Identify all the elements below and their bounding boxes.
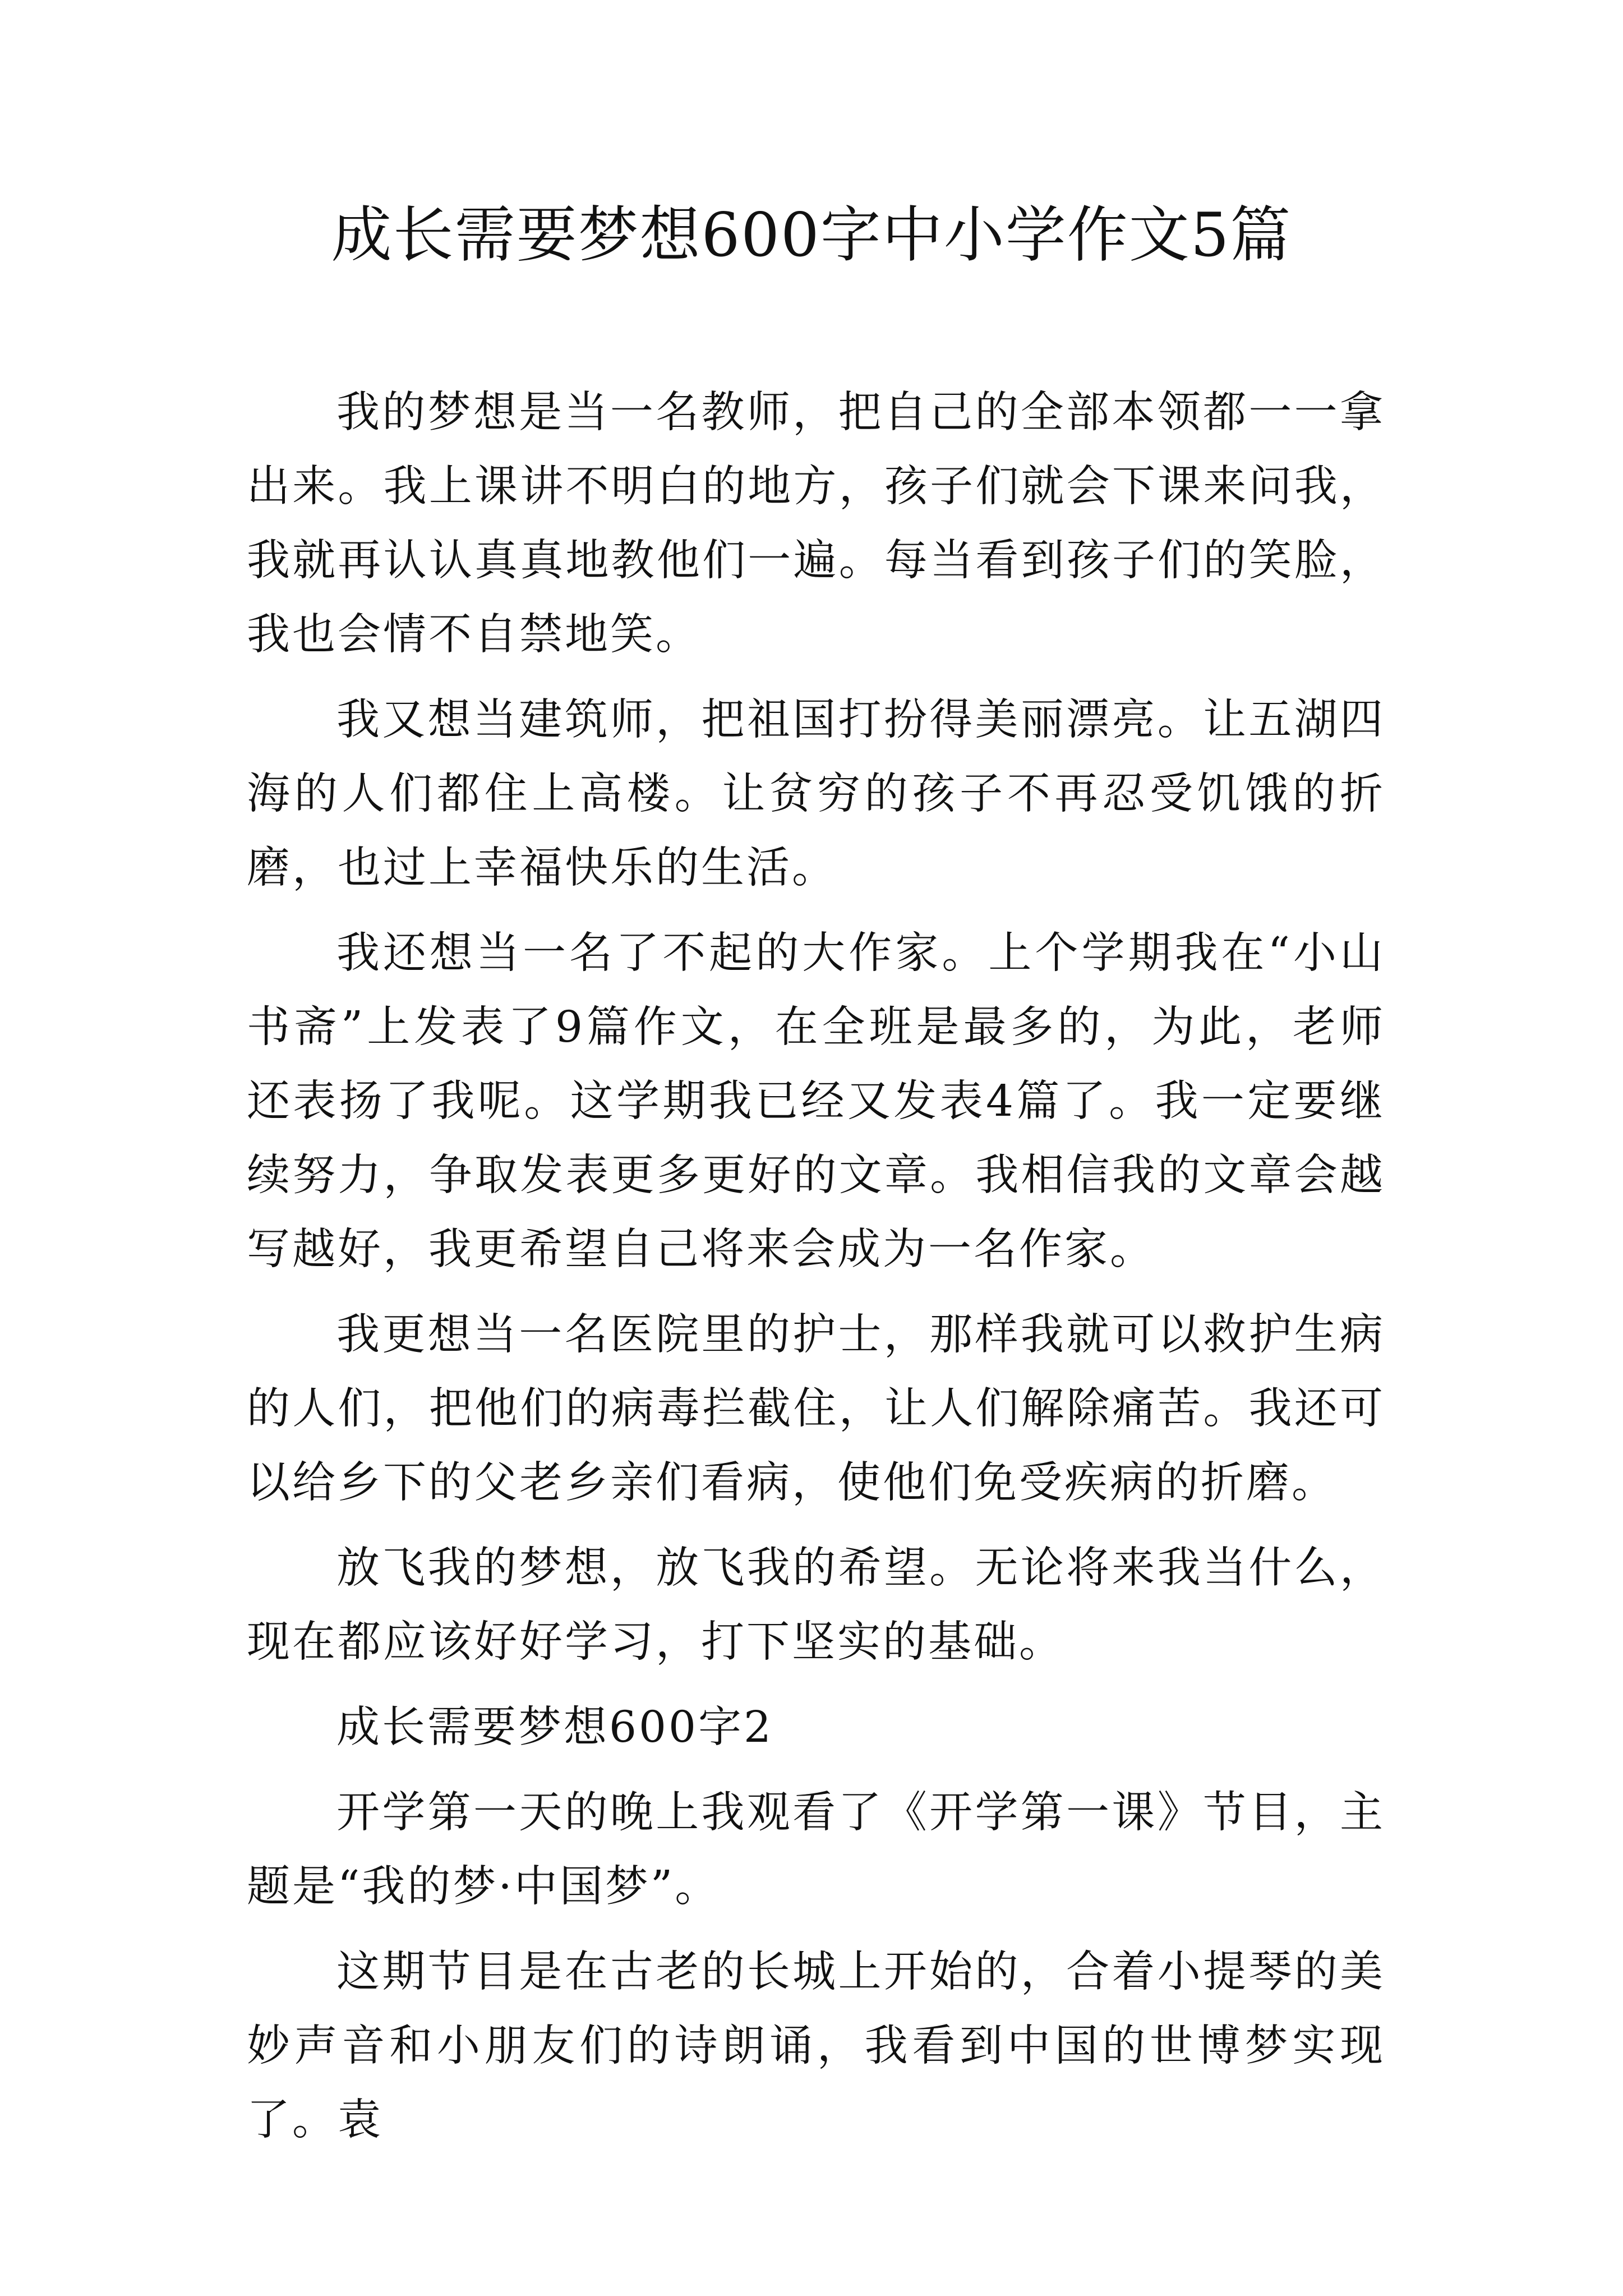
paragraph: 这期节目是在古老的长城上开始的，合着小提琴的美妙声音和小朋友们的诗朗诵，我看到中国的世博梦实现了。袁 — [247, 1947, 1385, 2145]
section-heading: 成长需要梦想600字2 — [336, 1703, 773, 1752]
paragraph: 我更想当一名医院里的护士，那样我就可以救护生病的人们，把他们的病毒拦截住，让人们解除痛苦。我还可以给乡下的父老乡亲们看病，使他们免受疾病的折磨。 — [247, 1310, 1385, 1508]
paragraph: 开学第一天的晚上我观看了《开学第一课》节目，主题是“我的梦·中国梦”。 — [247, 1788, 1385, 1912]
document-body — [247, 376, 1385, 2157]
paragraph: 放飞我的梦想，放飞我的希望。无论将来我当什么，现在都应该好好学习，打下坚实的基础。 — [247, 1543, 1385, 1667]
paragraph: 我还想当一名了不起的大作家。上个学期我在“小山书斋”上发表了9篇作文，在全班是最多的，为此，老师还表扬了我呢。这学期我已经又发表4篇了。我一定要继续努力，争取发表更多更好的文章。我相信我的文章会越写越好，我更希望自己将来会成为一名作家。 — [247, 928, 1385, 1274]
paragraph: 我又想当建筑师，把祖国打扮得美丽漂亮。让五湖四海的人们都住上高楼。让贫穷的孩子不再忍受饥饿的折磨，也过上幸福快乐的生活。 — [247, 695, 1385, 893]
document-title: 成长需要梦想600字中小学作文5篇 — [331, 200, 1292, 270]
paragraph: 我的梦想是当一名教师，把自己的全部本领都一一拿出来。我上课讲不明白的地方，孩子们就会下课来问我，我就再认认真真地教他们一遍。每当看到孩子们的笑脸，我也会情不自禁地笑。 — [247, 388, 1385, 660]
